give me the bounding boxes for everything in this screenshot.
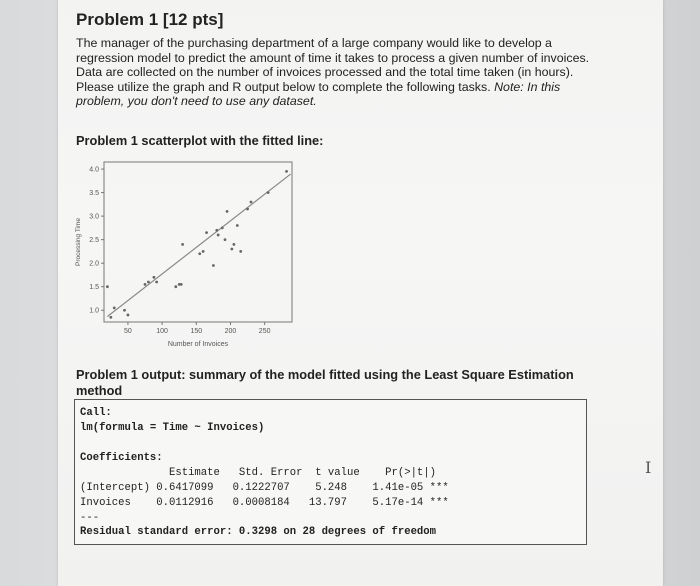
data-point (250, 201, 253, 204)
data-point (181, 243, 184, 246)
data-point (147, 281, 150, 284)
coefficients-header: Estimate Std. Error t value Pr(>|t|) (80, 467, 437, 479)
data-point (285, 170, 288, 173)
page-title: Problem 1 [12 pts] (76, 10, 224, 29)
x-axis-label: Number of Invoices (167, 341, 229, 348)
x-tick-label: 100 (156, 328, 168, 335)
intro-line: Data are collected on the number of invoices processed and the total time taken (in hours). (76, 65, 574, 80)
note-text-continued: problem, you don't need to use any dataset. (76, 94, 317, 109)
data-point (267, 191, 270, 194)
y-tick-label: 2.0 (89, 260, 99, 268)
x-tick-label: 50 (124, 328, 132, 335)
y-tick-label: 3.5 (89, 190, 99, 198)
y-tick-label: 3.0 (89, 213, 99, 221)
intro-line (76, 80, 596, 95)
data-point (239, 250, 242, 253)
data-point (106, 285, 109, 288)
x-tick-label: 150 (190, 328, 203, 335)
data-point (246, 208, 249, 211)
coefficient-row-invoices: Invoices 0.0112916 0.0008184 13.797 5.17e-14 *** (80, 497, 449, 509)
call-formula: lm(formula = Time ~ Invoices) (80, 422, 265, 434)
data-point (153, 276, 156, 279)
note-text: : In this (520, 79, 561, 94)
intro-line: The manager of the purchasing department of a large company would like to develop a (76, 36, 552, 50)
data-point (109, 316, 112, 319)
data-point (205, 231, 208, 234)
data-point (123, 309, 126, 312)
scatterplot (75, 155, 338, 355)
y-tick-label: 1.0 (89, 307, 99, 315)
output-heading-line: method (76, 383, 123, 398)
x-tick-label: 250 (258, 328, 271, 335)
output-heading-line: Problem 1 output: summary of the model fitted using the Least Square Estimation (76, 367, 574, 382)
data-point (155, 281, 158, 284)
fitted-line (107, 174, 290, 316)
data-point (215, 229, 218, 232)
data-point (226, 210, 229, 213)
problem-description (76, 36, 596, 109)
text-cursor-icon: I (645, 458, 652, 477)
data-point (180, 283, 183, 286)
data-point (224, 238, 227, 241)
data-point (217, 234, 220, 237)
data-point (236, 224, 239, 227)
document-page (58, 0, 663, 586)
intro-line: regression model to predict the amount of time it takes to process a given number of invoices. (76, 50, 590, 65)
y-tick-label: 1.5 (89, 284, 99, 292)
plot-frame (104, 162, 292, 322)
data-point (127, 314, 130, 317)
scatterplot-heading: Problem 1 scatterplot with the fitted line: (76, 133, 324, 148)
x-tick-label: 200 (224, 328, 237, 335)
y-tick-label: 2.5 (89, 237, 99, 245)
intro-line-text: Please utilize the graph and R output below to complete the following tasks. (76, 79, 491, 94)
coefficients-label: Coefficients: (80, 452, 163, 464)
separator: --- (80, 512, 100, 524)
data-point (221, 226, 224, 229)
y-tick-label: 4.0 (89, 166, 99, 174)
data-point (230, 248, 233, 251)
r-output-box (74, 399, 587, 545)
data-point (174, 285, 177, 288)
data-point (232, 243, 235, 246)
data-point (212, 264, 215, 267)
note-label: Note (494, 79, 521, 94)
call-label: Call: (80, 407, 112, 419)
residual-standard-error: Residual standard error: 0.3298 on 28 degrees of freedom (80, 526, 437, 538)
data-point (144, 283, 147, 286)
data-point (113, 306, 116, 309)
scatterplot-svg (75, 155, 338, 355)
coefficient-row-intercept: (Intercept) 0.6417099 0.1222707 5.248 1.41e-05 *** (80, 482, 449, 494)
output-heading (76, 367, 574, 399)
y-axis-label: Processing Time (75, 217, 82, 267)
data-point (198, 252, 201, 255)
data-point (202, 250, 205, 253)
